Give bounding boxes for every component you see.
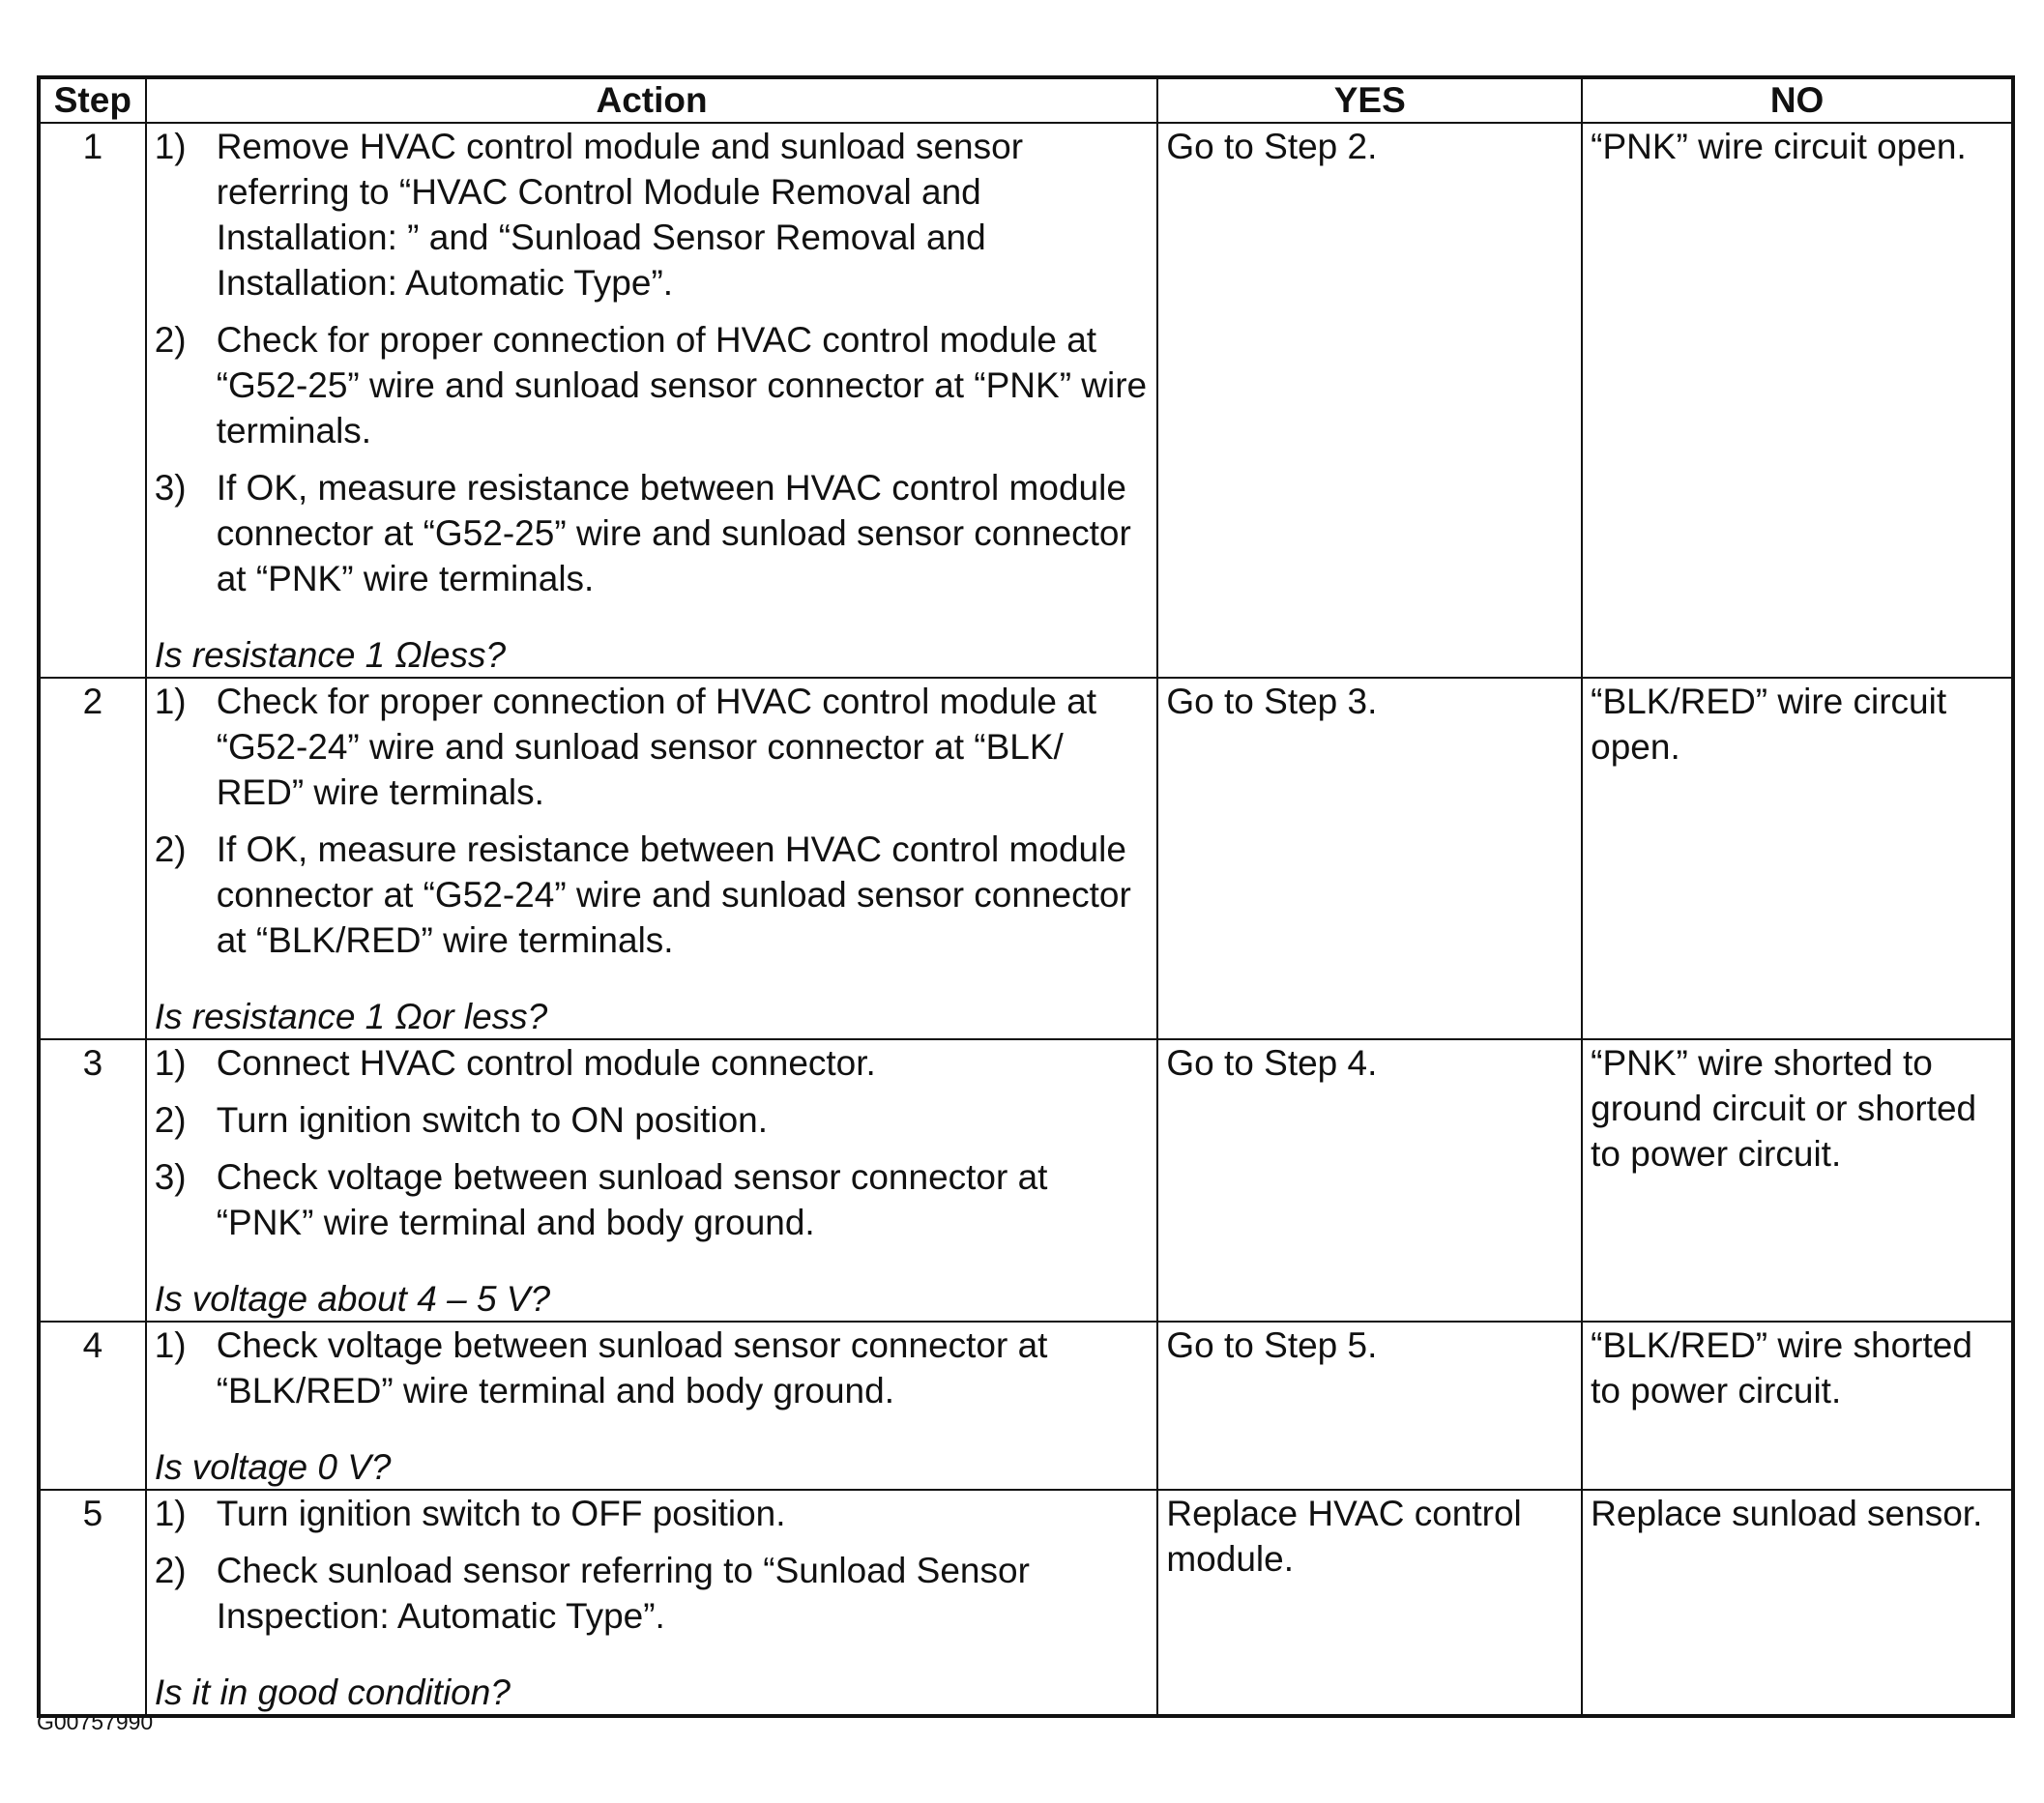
action-item-text: Connect HVAC control module connector. xyxy=(216,1043,876,1083)
yes-result: Go to Step 5. xyxy=(1157,1322,1582,1490)
action-item-text: Check voltage between sunload sensor connector at “BLK/RED” wire terminal and body ground. xyxy=(216,1325,1048,1410)
action-item-text: If OK, measure resistance between HVAC control module connector at “G52-24” wire and sunload sensor connector at “BLK/RED” wire terminals. xyxy=(216,829,1131,960)
header-step: Step xyxy=(39,77,146,123)
action-item-text: Turn ignition switch to ON position. xyxy=(216,1100,769,1140)
step-number: 3 xyxy=(39,1039,146,1322)
step-question: Is resistance 1 Ωless? xyxy=(154,635,507,675)
action-item-number: 3) xyxy=(154,468,187,508)
diagnostic-table xyxy=(37,75,2015,1718)
action-item-number: 1) xyxy=(154,682,187,721)
document-id: G00757990 xyxy=(37,1709,154,1734)
action-list xyxy=(155,124,1150,601)
no-result: Replace sunload sensor. xyxy=(1582,1490,2013,1716)
action-item-number: 1) xyxy=(154,127,187,166)
header-no: NO xyxy=(1582,77,2013,123)
action-item-text: Check sunload sensor referring to “Sunload Sensor Inspection: Automatic Type”. xyxy=(216,1551,1030,1636)
step-number: 4 xyxy=(39,1322,146,1490)
action-item-number: 1) xyxy=(154,1043,187,1083)
action-item xyxy=(155,1154,1150,1245)
action-list xyxy=(155,1323,1150,1413)
action-item xyxy=(155,1040,1150,1086)
table-header-row xyxy=(39,77,2013,123)
action-cell xyxy=(146,123,1158,678)
table-row xyxy=(39,1490,2013,1716)
action-item xyxy=(155,1491,1150,1536)
step-question: Is resistance 1 Ωor less? xyxy=(154,997,548,1036)
action-item xyxy=(155,827,1150,963)
table-row xyxy=(39,1322,2013,1490)
action-item-number: 1) xyxy=(154,1494,187,1533)
action-item-number: 2) xyxy=(154,1100,187,1140)
action-item xyxy=(155,1323,1150,1413)
action-item xyxy=(155,1548,1150,1639)
action-list xyxy=(155,1491,1150,1639)
action-item xyxy=(155,1097,1150,1143)
yes-result: Go to Step 2. xyxy=(1157,123,1582,678)
table-row xyxy=(39,1039,2013,1322)
yes-result: Replace HVAC control module. xyxy=(1157,1490,1582,1716)
action-list xyxy=(155,679,1150,963)
action-item-number: 2) xyxy=(154,829,187,869)
action-item-text: Check voltage between sunload sensor connector at “PNK” wire terminal and body ground. xyxy=(216,1157,1048,1242)
action-cell xyxy=(146,1490,1158,1716)
table-row xyxy=(39,123,2013,678)
yes-result: Go to Step 3. xyxy=(1157,678,1582,1039)
action-cell xyxy=(146,678,1158,1039)
action-item-number: 2) xyxy=(154,1551,187,1590)
no-result: “BLK/RED” wire shorted to power circuit. xyxy=(1582,1322,2013,1490)
action-item-text: If OK, measure resistance between HVAC control module connector at “G52-25” wire and sunload sensor connector at “PNK” wire terminals. xyxy=(216,468,1131,598)
action-item-text: Turn ignition switch to OFF position. xyxy=(216,1494,786,1533)
header-yes: YES xyxy=(1157,77,1582,123)
step-question: Is it in good condition? xyxy=(154,1672,511,1712)
action-item-text: Check for proper connection of HVAC control module at “G52-24” wire and sunload sensor connector at “BLK/ RED” wire terminals. xyxy=(216,682,1097,812)
no-result: “PNK” wire circuit open. xyxy=(1582,123,2013,678)
table-row xyxy=(39,678,2013,1039)
action-item xyxy=(155,124,1150,305)
action-item-number: 2) xyxy=(154,320,187,360)
no-result: “PNK” wire shorted to ground circuit or shorted to power circuit. xyxy=(1582,1039,2013,1322)
action-item xyxy=(155,465,1150,601)
action-item-number: 3) xyxy=(154,1157,187,1197)
header-action: Action xyxy=(146,77,1158,123)
table-body xyxy=(39,123,2013,1716)
action-item-number: 1) xyxy=(154,1325,187,1365)
step-number: 2 xyxy=(39,678,146,1039)
step-number: 1 xyxy=(39,123,146,678)
action-item xyxy=(155,679,1150,815)
no-result: “BLK/RED” wire circuit open. xyxy=(1582,678,2013,1039)
action-item-text: Check for proper connection of HVAC control module at “G52-25” wire and sunload sensor connector at “PNK” wire terminals. xyxy=(216,320,1148,451)
action-cell xyxy=(146,1322,1158,1490)
step-question: Is voltage about 4 – 5 V? xyxy=(154,1279,551,1319)
action-list xyxy=(155,1040,1150,1245)
step-question: Is voltage 0 V? xyxy=(154,1447,392,1487)
yes-result: Go to Step 4. xyxy=(1157,1039,1582,1322)
step-number: 5 xyxy=(39,1490,146,1716)
action-item xyxy=(155,317,1150,453)
action-item-text: Remove HVAC control module and sunload sensor referring to “HVAC Control Module Removal and Installation: ” and “Sunload Sensor Removal and Installation: Automatic Type”. xyxy=(216,127,1024,303)
action-cell xyxy=(146,1039,1158,1322)
